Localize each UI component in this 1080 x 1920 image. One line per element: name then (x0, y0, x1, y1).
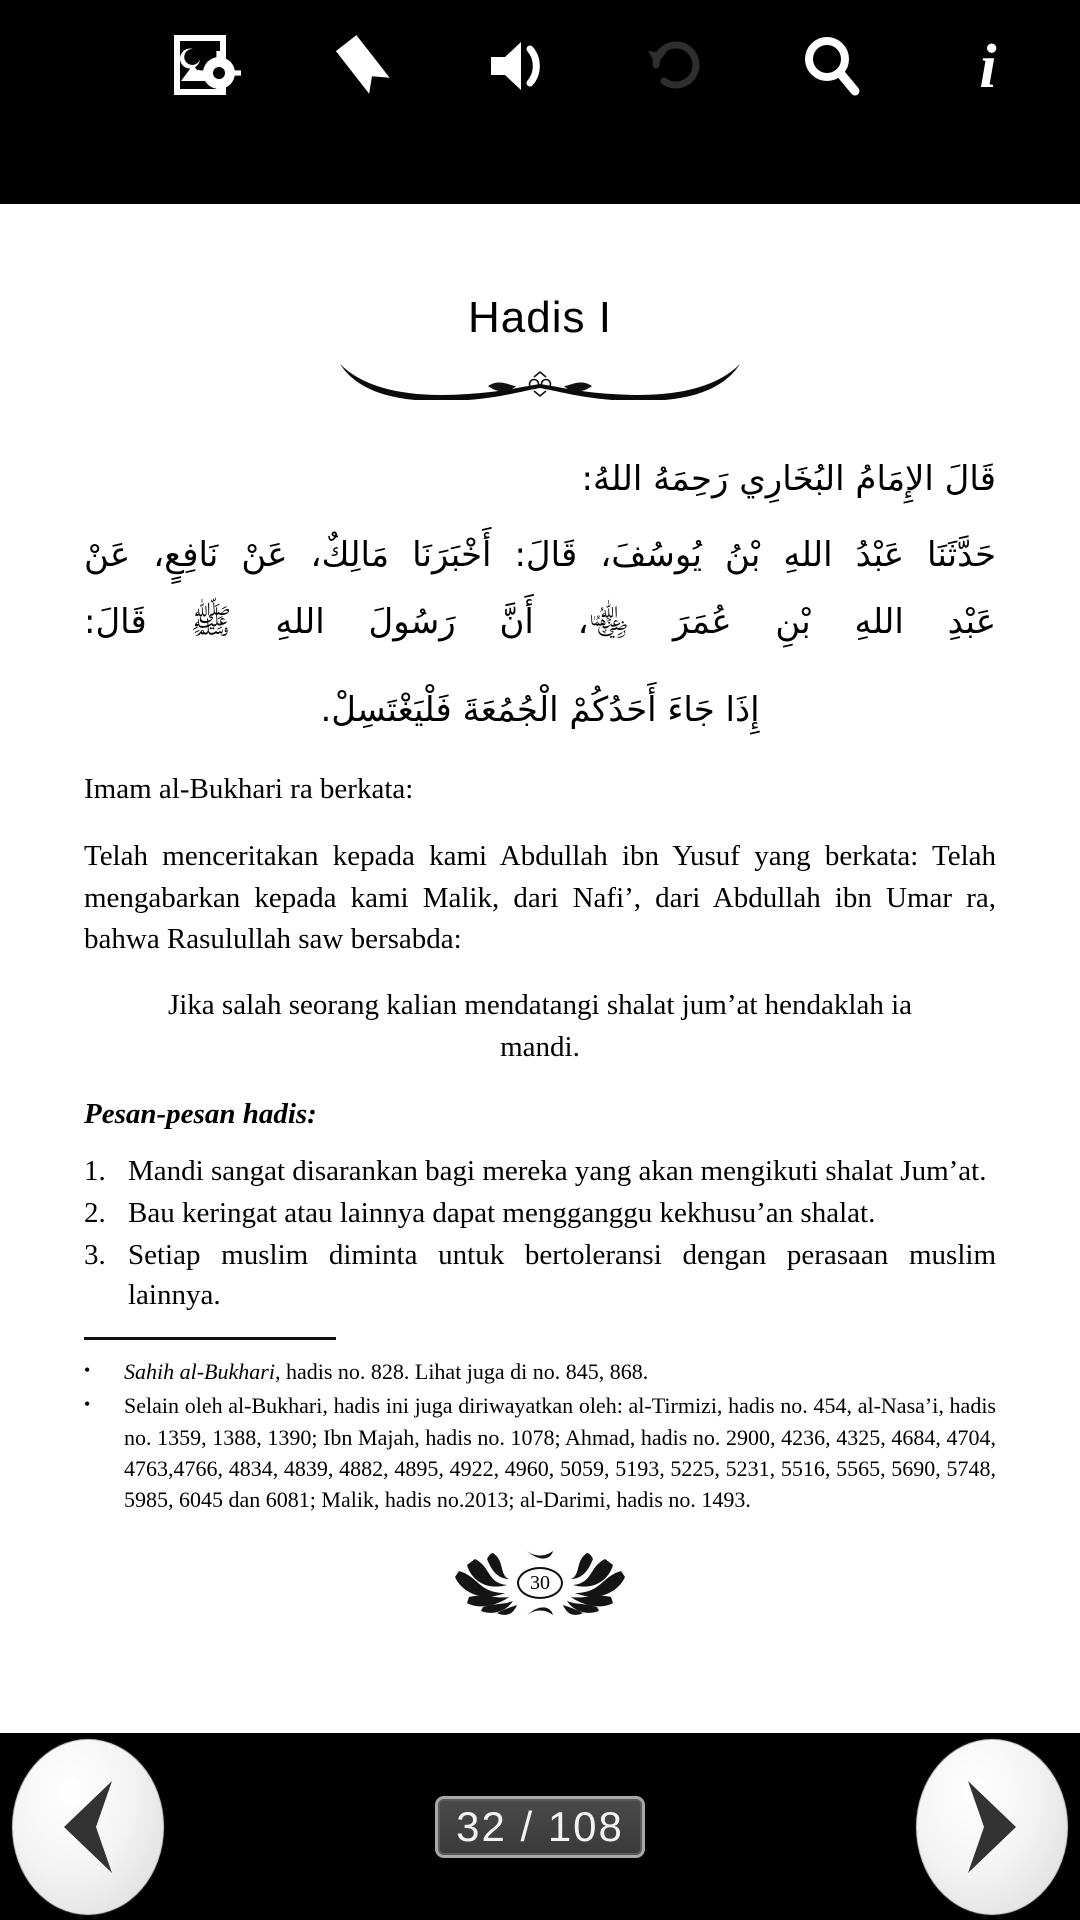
hadith-quote: Jika salah seorang kalian mendatangi shalat jum’at hendaklah ia mandi. (167, 988, 913, 1063)
bullet-icon: • (84, 1394, 91, 1415)
next-page-button[interactable] (916, 1739, 1068, 1915)
bookmark-button[interactable] (316, 18, 412, 114)
page-title: Hadis I (468, 293, 612, 342)
narration-paragraph: Telah menceritakan kepada kami Abdullah ibn Yusuf yang berkata: Telah mengabarkan kepada kami Malik, dari Nafi’, dari Abdullah ibn Umar ra, bahwa Rasulullah saw bersabda: (84, 840, 996, 955)
list-item (84, 1193, 996, 1233)
speaker-icon (483, 29, 557, 103)
info-icon (951, 29, 1025, 103)
list-item (84, 1151, 996, 1191)
document-page[interactable] (0, 204, 1080, 1733)
arabic-text-block (84, 446, 996, 743)
list-item-text: Bau keringat atau lainnya dapat mengganggu kekhusu’an shalat. (128, 1196, 876, 1229)
display-settings-button[interactable] (160, 18, 256, 114)
list-item-number: 3. (84, 1239, 106, 1271)
undo-icon (639, 29, 713, 103)
toolbar-icon-group (0, 18, 1080, 113)
audio-button[interactable] (472, 18, 568, 114)
display-settings-icon (171, 29, 245, 103)
arabic-isnad-line-2: عَبْدِ اللهِ بْنِ عُمَرَ ﵄، أَنَّ رَسُولَ اللهِ ﷺ قَالَ: (84, 601, 996, 642)
page-footer-ornament-icon (435, 1545, 645, 1621)
arabic-matn-line: إِذَا جَاءَ أَحَدُكُمْ الْجُمُعَةَ فَلْيَغْتَسِلْ. (320, 689, 760, 730)
ornamental-divider-icon (338, 356, 742, 400)
list-item-text: Mandi sangat disarankan bagi mereka yang akan mengikuti shalat Jum’at. (128, 1154, 987, 1187)
bookmark-icon (327, 29, 401, 103)
bullet-icon: • (84, 1360, 91, 1381)
undo-button[interactable] (628, 18, 724, 114)
intro-line: Imam al-Bukhari ra berkata: (84, 773, 414, 806)
search-button[interactable] (784, 18, 880, 114)
footnote-item (84, 1356, 996, 1387)
footnote-text: Selain oleh al-Bukhari, hadis ini juga diriwayatkan oleh: al-Tirmizi, hadis no. 454, al-Nasa’i, hadis no. 1359, 1388, 1390; Ibn Majah, hadis no. 1078; Ahmad, hadis no. 2900, 4236, 4325, 4684, 4704, 4763,4766, 4834, 4839, 4882, 4895, 4922, 4960, 5059, 5193, 5225, 5231, 5516, 5565, 5690, 5748, 5985, 6045 dan 6081; Malik, hadis no.2013; al-Darimi, hadis no. 1493. (124, 1393, 996, 1512)
previous-page-button[interactable] (12, 1739, 164, 1915)
page-indicator-text: 32 / 108 (456, 1802, 624, 1850)
footnote-item (84, 1390, 996, 1515)
list-item-text: Setiap muslim diminta untuk bertoleransi dengan perasaan muslim lainnya. (128, 1239, 996, 1312)
list-item-number: 2. (84, 1196, 106, 1229)
page-indicator[interactable] (435, 1796, 645, 1858)
info-button[interactable] (940, 18, 1036, 114)
top-toolbar (0, 0, 1080, 204)
search-icon (795, 29, 869, 103)
points-list (84, 1151, 996, 1315)
footnote-list (84, 1356, 996, 1515)
svg-text:i: i (979, 32, 997, 101)
list-item-number: 1. (84, 1154, 106, 1187)
chevron-right-icon (942, 1775, 1042, 1879)
arabic-lead-line: قَالَ الإِمَامُ البُخَارِي رَحِمَهُ اللهُ: (581, 459, 996, 499)
footnote-detail: , hadis no. 828. Lihat juga di no. 845, 868. (274, 1359, 649, 1385)
bottom-navigation-bar (0, 1733, 1080, 1920)
arabic-isnad-line-1: حَدَّثَنَا عَبْدُ اللهِ بْنُ يُوسُفَ، قَالَ: أَخْبَرَنَا مَالِكٌ، عَنْ نَافِعٍ، عَنْ (84, 535, 996, 576)
page-number-ornament-wrap (84, 1545, 996, 1621)
footnote-source-title: Sahih al-Bukhari (124, 1359, 275, 1385)
footnote-separator (84, 1337, 336, 1340)
list-item (84, 1235, 996, 1315)
footnote-text (124, 1356, 996, 1387)
points-heading: Pesan-pesan hadis: (84, 1097, 317, 1130)
chevron-left-icon (38, 1775, 138, 1879)
page-number-badge: 30 (517, 1567, 563, 1599)
